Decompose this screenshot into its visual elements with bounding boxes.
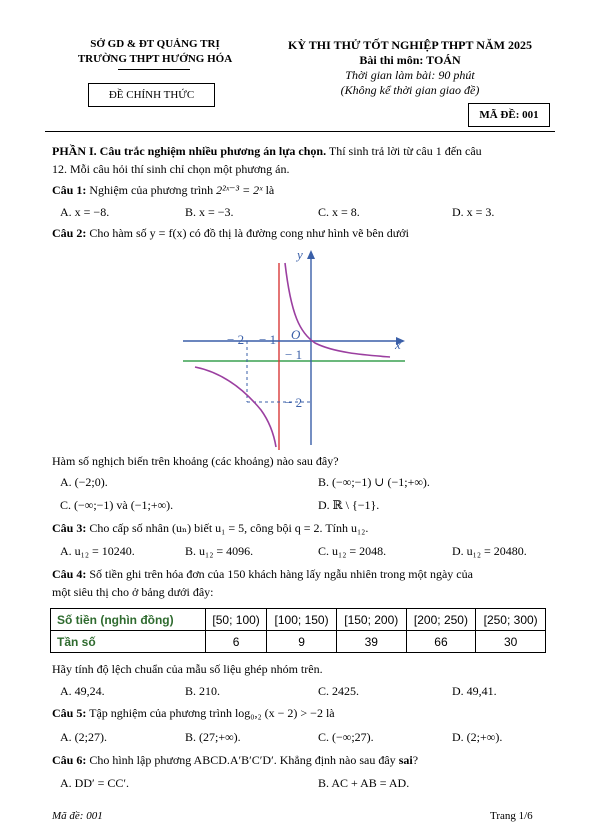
q2-option-d[interactable]: D. ℝ \ {−1}. bbox=[318, 498, 380, 512]
q1-option-b[interactable]: B. x = −3. bbox=[185, 205, 234, 219]
q2-option-c[interactable]: C. (−∞;−1) và (−1;+∞). bbox=[60, 498, 174, 512]
q4-option-b[interactable]: B. 210. bbox=[185, 684, 221, 698]
q6-stem bbox=[52, 753, 418, 768]
q3-option-c[interactable]: C. u₁₂ = 2048. bbox=[318, 544, 387, 558]
tick-y-minus1: − 1 bbox=[285, 347, 303, 362]
q6-tail: ? bbox=[412, 753, 419, 767]
school-underline bbox=[118, 69, 190, 70]
q5-option-c[interactable]: C. (−∞;27). bbox=[318, 730, 374, 744]
origin-label: O bbox=[291, 327, 301, 342]
q5-option-a[interactable]: A. (2;27). bbox=[60, 730, 107, 744]
table-cell: 30 bbox=[476, 631, 546, 653]
q4-label: Câu 4: bbox=[52, 567, 87, 581]
q6-label: Câu 6: bbox=[52, 753, 87, 767]
table-cell: [200; 250) bbox=[406, 609, 476, 631]
q5-option-b[interactable]: B. (27;+∞). bbox=[185, 730, 241, 744]
curve-right-branch bbox=[285, 263, 390, 357]
q1-expr: 2²ˣ⁻³ = 2ˣ bbox=[216, 183, 263, 197]
q6-option-a[interactable]: A. DD′ = CC′. bbox=[60, 776, 130, 790]
q1-label: Câu 1: bbox=[52, 183, 87, 197]
table-head-freq: Tần số bbox=[51, 631, 206, 653]
q3-stem bbox=[52, 521, 368, 536]
official-badge: ĐỀ CHÍNH THỨC bbox=[88, 83, 215, 107]
part1-line1 bbox=[52, 144, 482, 159]
table-cell: [150; 200) bbox=[336, 609, 406, 631]
q1-text: Nghiệm của phương trình bbox=[89, 183, 214, 197]
tick-x-minus2: − 2 bbox=[227, 332, 245, 347]
q5-label: Câu 5: bbox=[52, 706, 87, 720]
table-cell: [50; 100) bbox=[206, 609, 267, 631]
exam-title: KỲ THI THỬ TỐT NGHIỆP THPT NĂM 2025 bbox=[288, 38, 532, 52]
q2-text: Cho hàm số y = f(x) có đồ thị là đường cong như hình vẽ bên dưới bbox=[89, 226, 409, 240]
y-label: y bbox=[297, 247, 303, 262]
y-axis-arrow bbox=[307, 250, 315, 259]
table-row bbox=[51, 631, 546, 653]
q1-option-c[interactable]: C. x = 8. bbox=[318, 205, 360, 219]
q5-option-d[interactable]: D. (2;+∞). bbox=[452, 730, 503, 744]
q4-option-c[interactable]: C. 2425. bbox=[318, 684, 360, 698]
table-cell: [100; 150) bbox=[267, 609, 337, 631]
q4-option-a[interactable]: A. 49,24. bbox=[60, 684, 105, 698]
table-cell: [250; 300) bbox=[476, 609, 546, 631]
q1-tail: là bbox=[265, 183, 275, 197]
q5-text: Tập nghiệm của phương trình log₀,₂ (x − 2) > −2 là bbox=[89, 706, 335, 720]
table-cell: 9 bbox=[267, 631, 337, 653]
q4-option-d[interactable]: D. 49,41. bbox=[452, 684, 497, 698]
table-head-amount: Số tiền (nghìn đồng) bbox=[51, 609, 206, 631]
q3-text: Cho cấp số nhân (uₙ) biết u₁ = 5, công bội q = 2. Tính u₁₂. bbox=[89, 521, 369, 535]
tick-y-minus2: − 2 bbox=[285, 395, 303, 410]
q2-graph bbox=[175, 245, 410, 450]
q2-option-a[interactable]: A. (−2;0). bbox=[60, 475, 108, 489]
q1-option-d[interactable]: D. x = 3. bbox=[452, 205, 495, 219]
q2-stem bbox=[52, 226, 409, 241]
q3-label: Câu 3: bbox=[52, 521, 87, 535]
q6-bold-word: sai bbox=[398, 753, 413, 767]
part1-desc1: Thí sinh trả lời từ câu 1 đến câu bbox=[326, 144, 482, 158]
part1-title: PHẦN I. Câu trắc nghiệm nhiều phương án lựa chọn. bbox=[52, 144, 327, 158]
table-cell: 6 bbox=[206, 631, 267, 653]
table-row bbox=[51, 609, 546, 631]
q1-stem bbox=[52, 183, 274, 198]
q2-label: Câu 2: bbox=[52, 226, 87, 240]
table-cell: 39 bbox=[336, 631, 406, 653]
curve-left-branch bbox=[195, 367, 276, 447]
q5-stem bbox=[52, 706, 335, 721]
footer-code: Mã đề: 001 bbox=[52, 810, 103, 822]
q3-option-b[interactable]: B. u₁₂ = 4096. bbox=[185, 544, 254, 558]
q4-table bbox=[50, 608, 546, 653]
q4-stem2: một siêu thị cho ở bảng dưới đây: bbox=[52, 585, 214, 599]
q3-option-d[interactable]: D. u₁₂ = 20480. bbox=[452, 544, 527, 558]
dept-name: SỞ GD & ĐT QUẢNG TRỊ bbox=[90, 38, 220, 50]
part1-desc2: 12. Mỗi câu hỏi thí sinh chỉ chọn một phương án. bbox=[52, 162, 290, 176]
q6-option-b[interactable]: B. AC + AB = AD. bbox=[318, 776, 410, 790]
header-divider bbox=[45, 131, 555, 132]
q4-text1: Số tiền ghi trên hóa đơn của 150 khách hàng lấy ngẫu nhiên trong một ngày của bbox=[89, 567, 473, 581]
q4-stem1 bbox=[52, 567, 473, 582]
tick-x-minus1: − 1 bbox=[259, 332, 277, 347]
footer-page: Trang 1/6 bbox=[490, 810, 533, 822]
exam-code-box: MÃ ĐỀ: 001 bbox=[468, 103, 550, 127]
table-cell: 66 bbox=[406, 631, 476, 653]
exam-time bbox=[270, 68, 550, 83]
school-name: TRƯỜNG THPT HƯỚNG HÓA bbox=[77, 53, 233, 65]
q3-option-a[interactable]: A. u₁₂ = 10240. bbox=[60, 544, 135, 558]
q1-option-a[interactable]: A. x = −8. bbox=[60, 205, 110, 219]
q2-option-b[interactable]: B. (−∞;−1) ∪ (−1;+∞). bbox=[318, 475, 430, 489]
exam-time-note: (Không kể thời gian giao đề) bbox=[340, 83, 480, 97]
exam-time-text: Thời gian làm bài: 90 phút bbox=[345, 68, 475, 82]
subject: Bài thi môn: TOÁN bbox=[359, 53, 461, 67]
x-label: x bbox=[395, 337, 401, 352]
q2-question: Hàm số nghịch biến trên khoảng (các khoảng) nào sau đây? bbox=[52, 454, 339, 468]
q4-question: Hãy tính độ lệch chuẩn của mẫu số liệu ghép nhóm trên. bbox=[52, 662, 323, 676]
q6-text: Cho hình lập phương ABCD.A′B′C′D′. Khẳng định nào sau đây bbox=[89, 753, 396, 767]
